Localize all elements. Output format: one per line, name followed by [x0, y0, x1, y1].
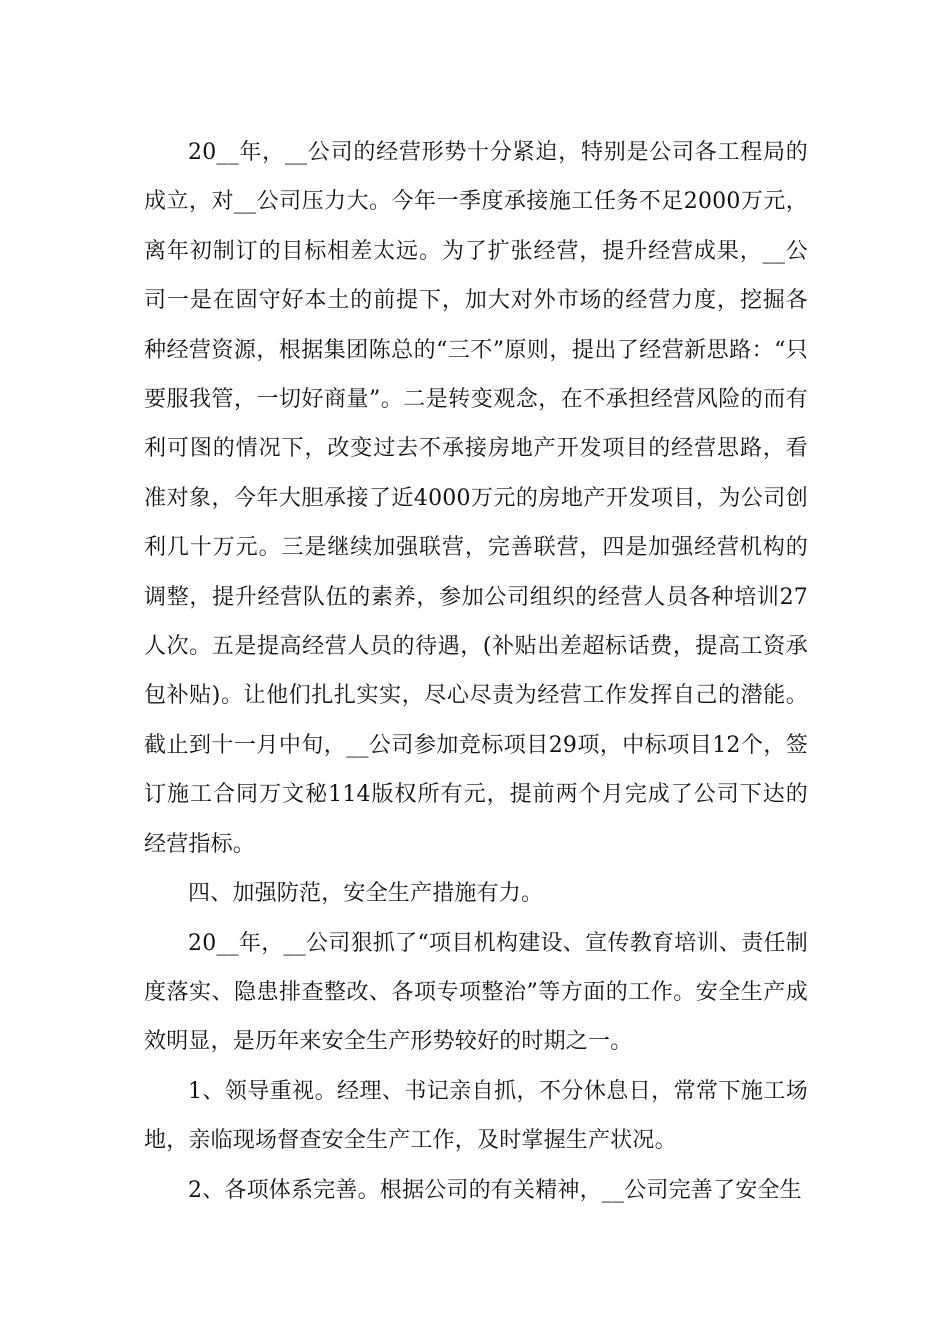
- paragraph-leadership: 1、领导重视。经理、书记亲自抓，不分休息日，常常下施工场地，亲临现场督查安全生产工作，及时掌握生产状况。: [144, 1078, 808, 1154]
- document-page: [144, 128, 808, 1215]
- paragraph-business-situation: 20__年，__公司的经营形势十分紧迫，特别是公司各工程局的成立，对__公司压力大。今年一季度承接施工任务不足2000万元，离年初制订的目标相差太远。为了扩张经营，提升经营成果，__公司一是在固守好本土的前提下，加大对外市场的经营力度，挖掘各种经营资源，根据集团陈总的“三不”原则，提出了经营新思路：“只要服我管，一切好商量”。二是转变观念，在不承担经营风险的而有利可图的情况下，改变过去不承接房地产开发项目的经营思路，看准对象，今年大胆承接了近4000万元的房地产开发项目，为公司创利几十万元。三是继续加强联营，完善联营，四是加强经营机构的调整，提升经营队伍的素养，参加公司组织的经营人员各种培训27人次。五是提高经营人员的待遇，(补贴出差超标话费，提高工资承包补贴)。让他们扎扎实实，尽心尽责为经营工作发挥自己的潜能。截止到十一月中旬，__公司参加竞标项目29项，中标项目12个，签订施工合同万文秘114版权所有元，提前两个月完成了公司下达的经营指标。: [144, 140, 808, 857]
- paragraph-safety-overview: 20__年，__公司狠抓了“项目机构建设、宣传教育培训、责任制度落实、隐患排查整改、各项专项整治”等方面的工作。安全生产成效明显，是历年来安全生产形势较好的时期之一。: [144, 930, 808, 1055]
- section-heading-safety: 四、加强防范，安全生产措施有力。: [188, 881, 544, 907]
- paragraph-systems: 2、各项体系完善。根据公司的有关精神，__公司完善了安全生: [188, 1177, 802, 1203]
